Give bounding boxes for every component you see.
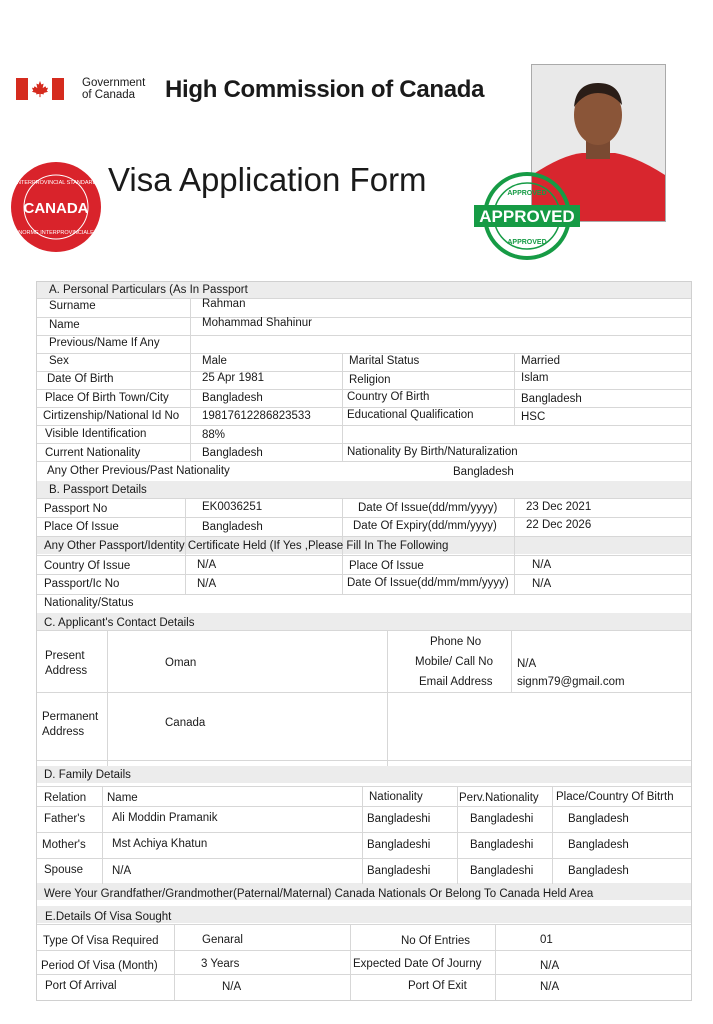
page-title: High Commission of Canada bbox=[165, 76, 485, 103]
sex-label: Sex bbox=[49, 355, 69, 367]
religion-value: Islam bbox=[521, 372, 549, 384]
maple-leaf-icon bbox=[31, 80, 49, 98]
form-title: Visa Application Form bbox=[108, 161, 427, 198]
place-of-issue-label: Place Of Issue bbox=[44, 521, 119, 533]
birthplace-cell: Bangladesh bbox=[568, 839, 629, 851]
dob-value: 25 Apr 1981 bbox=[202, 372, 265, 384]
svg-text:APPROVED: APPROVED bbox=[507, 239, 547, 246]
port-of-arrival-value: N/A bbox=[222, 981, 242, 993]
relation-cell: Spouse bbox=[44, 864, 84, 876]
section-personal-title: A. Personal Particulars (As In Passport bbox=[49, 284, 248, 296]
email-value: signm79@gmail.com bbox=[517, 676, 625, 688]
issue-date-2-value: N/A bbox=[532, 578, 552, 590]
nationality-status-label: Nationality/Status bbox=[44, 597, 134, 609]
journey-date-value: N/A bbox=[540, 960, 560, 972]
name-cell: Ali Moddin Pramanik bbox=[112, 812, 218, 824]
permanent-address-label-1: Permanent bbox=[42, 711, 99, 723]
current-nationality-value: Bangladesh bbox=[202, 447, 263, 459]
gov-line-1: Government bbox=[82, 77, 146, 89]
port-of-exit-value: N/A bbox=[540, 981, 560, 993]
government-wordmark bbox=[82, 77, 145, 101]
family-header-relation: Relation bbox=[44, 792, 87, 804]
phone-label: Phone No bbox=[430, 636, 482, 648]
national-id-label: Cirtizenship/National Id No bbox=[43, 410, 180, 422]
permanent-address-label-2: Address bbox=[42, 726, 85, 738]
svg-text:APPROVED: APPROVED bbox=[479, 207, 575, 226]
svg-text:NORME INTERPROVINCIALE: NORME INTERPROVINCIALE bbox=[18, 230, 94, 236]
birth-town-value: Bangladesh bbox=[202, 392, 263, 404]
family-header-prev-nationality: Perv.Nationality bbox=[459, 792, 539, 804]
sex-value: Male bbox=[202, 355, 227, 367]
nationality-cell: Bangladeshi bbox=[367, 839, 431, 851]
svg-text:APPROVED: APPROVED bbox=[507, 190, 547, 197]
email-label: Email Address bbox=[419, 676, 493, 688]
dob-label: Date Of Birth bbox=[47, 373, 114, 385]
svg-text:CANADA: CANADA bbox=[23, 200, 89, 217]
grandparent-question: Were Your Grandfather/Grandmother(Paternal/Maternal) Canada Nationals Or Belong To Canada Held Area bbox=[44, 888, 594, 900]
canada-flag bbox=[16, 78, 64, 100]
education-label: Educational Qualification bbox=[347, 409, 474, 421]
relation-cell: Father's bbox=[44, 813, 86, 825]
gov-line-2: of Canada bbox=[82, 89, 136, 101]
visible-identification-value: 88% bbox=[202, 429, 226, 441]
nationality-cell: Bangladeshi bbox=[367, 813, 431, 825]
passport-no-label: Passport No bbox=[44, 503, 108, 515]
place-of-issue-2-label: Place Of Issue bbox=[349, 560, 424, 572]
issue-date-label: Date Of Issue(dd/mm/yyyy) bbox=[358, 502, 498, 514]
prev-nationality-cell: Bangladeshi bbox=[470, 813, 534, 825]
approved-stamp bbox=[472, 170, 582, 262]
other-nationality-value: Bangladesh bbox=[453, 466, 514, 478]
prev-nationality-cell: Bangladeshi bbox=[470, 865, 534, 877]
place-of-issue-value: Bangladesh bbox=[202, 521, 263, 533]
visible-identification-label: Visible Identification bbox=[45, 428, 147, 440]
entries-label: No Of Entries bbox=[401, 935, 471, 947]
family-header-nationality: Nationality bbox=[369, 791, 423, 803]
family-header-name: Name bbox=[107, 792, 138, 804]
other-passport-title: Any Other Passport/Identity Certificate Held (If Yes ,Please Fill In The Following bbox=[44, 540, 449, 552]
surname-label: Surname bbox=[49, 300, 96, 312]
birth-town-label: Place Of Birth Town/City bbox=[45, 392, 169, 404]
visa-type-value: Genaral bbox=[202, 934, 243, 946]
svg-text:INTERPROVINCIAL STANDARD: INTERPROVINCIAL STANDARD bbox=[15, 180, 97, 186]
visa-application-form bbox=[36, 281, 692, 1001]
port-of-exit-label: Port Of Exit bbox=[408, 980, 467, 992]
name-cell: Mst Achiya Khatun bbox=[112, 838, 208, 850]
passport-ic-no-value: N/A bbox=[197, 578, 217, 590]
passport-ic-no-label: Passport/Ic No bbox=[44, 578, 120, 590]
section-contact-title: C. Applicant's Contact Details bbox=[44, 617, 195, 629]
family-header-birthplace: Place/Country Of Bitrth bbox=[556, 791, 674, 803]
prev-nationality-cell: Bangladeshi bbox=[470, 839, 534, 851]
name-cell: N/A bbox=[112, 865, 132, 877]
visa-period-label: Period Of Visa (Month) bbox=[41, 960, 158, 972]
issue-date-2-label: Date Of Issue(dd/mm/mm/yyyy) bbox=[347, 577, 509, 589]
present-address-label-2: Address bbox=[45, 665, 88, 677]
expiry-date-label: Date Of Expiry(dd/mm/yyyy) bbox=[353, 520, 497, 532]
port-of-arrival-label: Port Of Arrival bbox=[45, 980, 117, 992]
surname-value: Rahman bbox=[202, 298, 246, 310]
present-address-label-1: Present bbox=[45, 650, 85, 662]
other-nationality-label: Any Other Previous/Past Nationality bbox=[47, 465, 230, 477]
present-address-value: Oman bbox=[165, 657, 197, 669]
country-of-birth-value: Bangladesh bbox=[521, 393, 582, 405]
visa-type-label: Type Of Visa Required bbox=[43, 935, 159, 947]
mobile-value: N/A bbox=[517, 658, 537, 670]
passport-no-value: EK0036251 bbox=[202, 501, 263, 513]
expiry-date-value: 22 Dec 2026 bbox=[526, 519, 592, 531]
marital-status-value: Married bbox=[521, 355, 560, 367]
nationality-by-birth-label: Nationality By Birth/Naturalization bbox=[347, 446, 518, 458]
country-of-issue-value: N/A bbox=[197, 559, 217, 571]
birthplace-cell: Bangladesh bbox=[568, 865, 629, 877]
section-visa-title: E.Details Of Visa Sought bbox=[45, 911, 172, 923]
name-label: Name bbox=[49, 319, 80, 331]
journey-date-label: Expected Date Of Journy bbox=[353, 958, 482, 970]
interprovincial-standard-seal bbox=[9, 160, 103, 254]
religion-label: Religion bbox=[349, 374, 391, 386]
country-of-birth-label: Country Of Birth bbox=[347, 391, 430, 403]
education-value: HSC bbox=[521, 411, 546, 423]
place-of-issue-2-value: N/A bbox=[532, 559, 552, 571]
issue-date-value: 23 Dec 2021 bbox=[526, 501, 592, 513]
nationality-cell: Bangladeshi bbox=[367, 865, 431, 877]
previous-name-label: Previous/Name If Any bbox=[49, 337, 160, 349]
national-id-value: 19817612286823533 bbox=[202, 410, 311, 422]
current-nationality-label: Current Nationality bbox=[45, 447, 141, 459]
relation-cell: Mother's bbox=[42, 839, 86, 851]
permanent-address-value: Canada bbox=[165, 717, 206, 729]
mobile-label: Mobile/ Call No bbox=[415, 656, 493, 668]
country-of-issue-label: Country Of Issue bbox=[44, 560, 131, 572]
name-value: Mohammad Shahinur bbox=[202, 317, 312, 329]
visa-period-value: 3 Years bbox=[201, 958, 240, 970]
birthplace-cell: Bangladesh bbox=[568, 813, 629, 825]
section-passport-title: B. Passport Details bbox=[49, 484, 147, 496]
marital-status-label: Marital Status bbox=[349, 355, 420, 367]
entries-value: 01 bbox=[540, 934, 553, 946]
section-family-title: D. Family Details bbox=[44, 769, 131, 781]
